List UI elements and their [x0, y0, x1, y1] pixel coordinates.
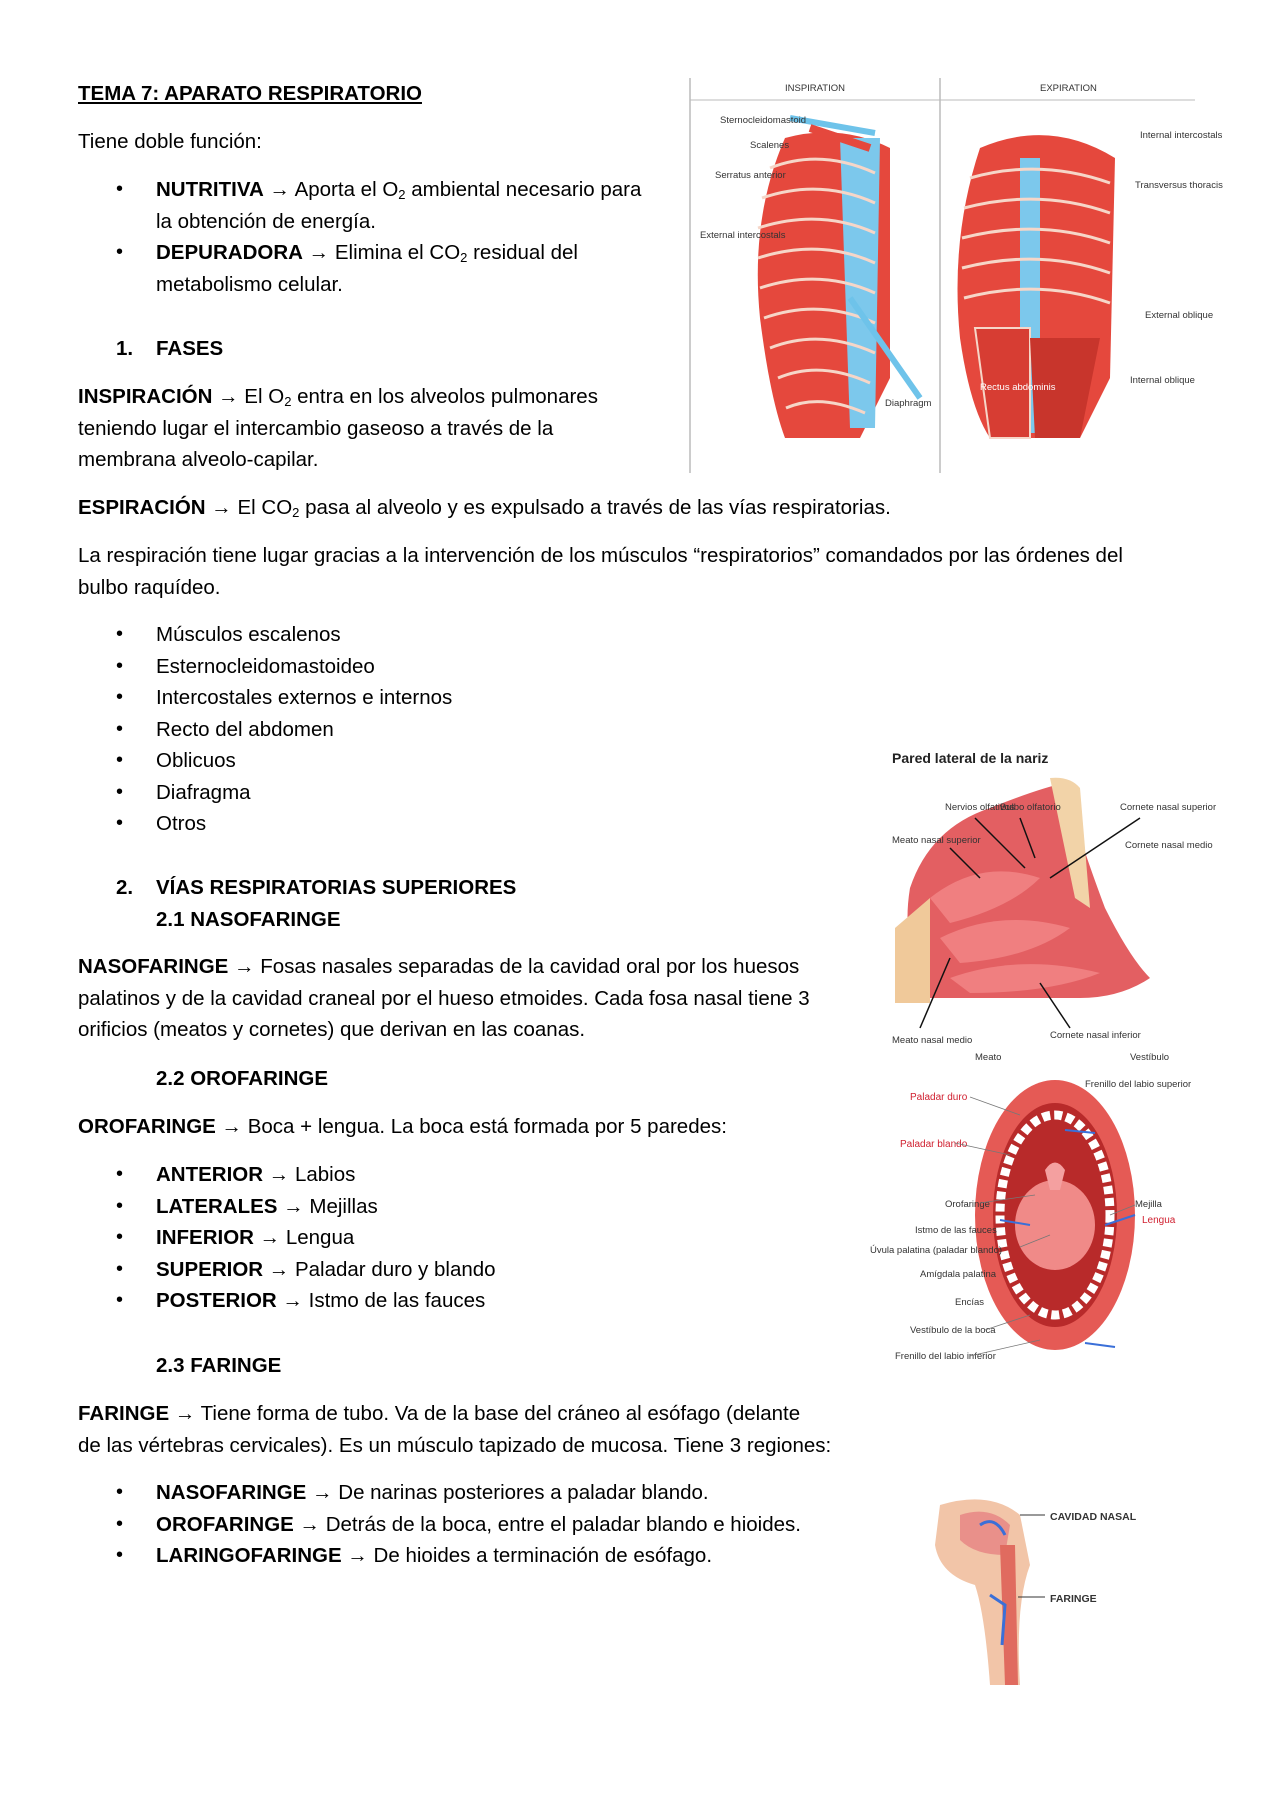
left-ribcage: [758, 118, 920, 438]
nasofaringe-paragraph: NASOFARINGE → Fosas nasales separadas de la cavidad oral por los huesos palatinos y de la cavidad craneal por el hueso etmoides. Cada fosa nasal tiene 3 orificios (meatos y cornetes) que derivan en las coanas.: [78, 955, 810, 1041]
svg-text:Rectus abdominis: Rectus abdominis: [980, 382, 1056, 393]
svg-text:Internal oblique: Internal oblique: [1130, 375, 1195, 386]
svg-text:Meato nasal medio: Meato nasal medio: [892, 1035, 973, 1046]
svg-text:Orofaringe: Orofaringe: [945, 1199, 990, 1210]
svg-text:Nervios olfativos: Nervios olfativos: [945, 802, 1015, 813]
list-item: • Oblicuos: [0, 745, 452, 777]
svg-text:Internal intercostals: Internal intercostals: [1140, 130, 1223, 141]
section-heading: VÍAS RESPIRATORIAS SUPERIORES: [156, 876, 517, 899]
svg-text:Frenillo del labio superior: Frenillo del labio superior: [1085, 1079, 1192, 1090]
thorax-muscles-figure: [690, 78, 1223, 473]
svg-text:Encías: Encías: [955, 1297, 985, 1308]
page-title: TEMA 7: APARATO RESPIRATORIO: [78, 82, 422, 105]
svg-text:Meato nasal superior: Meato nasal superior: [892, 835, 981, 846]
svg-text:Lengua: Lengua: [1142, 1215, 1176, 1226]
orofaringe-paragraph: OROFARINGE → Boca + lengua. La boca está formada por 5 paredes:: [78, 1115, 727, 1138]
svg-text:Cornete nasal superior: Cornete nasal superior: [1120, 802, 1217, 813]
section-number: 2.: [116, 876, 134, 899]
svg-text:Paladar duro: Paladar duro: [910, 1092, 968, 1103]
svg-text:Diaphragm: Diaphragm: [885, 398, 932, 409]
svg-text:Vestíbulo: Vestíbulo: [1130, 1052, 1170, 1063]
list-item: • LARINGOFARINGE → De hioides a terminación de esófago.: [0, 1540, 801, 1572]
svg-text:Cornete nasal medio: Cornete nasal medio: [1125, 840, 1213, 851]
list-item: • Músculos escalenos: [0, 619, 452, 651]
svg-text:Serratus anterior: Serratus anterior: [715, 170, 786, 181]
svg-text:Mejilla: Mejilla: [1135, 1199, 1162, 1210]
svg-text:Istmo de las fauces: Istmo de las fauces: [915, 1225, 997, 1236]
subsection-heading: 2.3 FARINGE: [156, 1354, 282, 1377]
svg-text:Scalenes: Scalenes: [750, 140, 790, 151]
walls-list: [0, 1159, 496, 1317]
svg-text:Paladar blando: Paladar blando: [900, 1139, 968, 1150]
subsection-heading: 2.2 OROFARINGE: [156, 1067, 329, 1090]
mouth-figure: [870, 1075, 1192, 1365]
list-item: • Diafragma: [0, 777, 452, 809]
list-item: • OROFARINGE → Detrás de la boca, entre el paladar blando e hioides.: [0, 1509, 801, 1541]
svg-text:Meato: Meato: [975, 1052, 1002, 1063]
svg-text:Frenillo del labio inferior: Frenillo del labio inferior: [895, 1351, 996, 1362]
svg-text:External oblique: External oblique: [1145, 310, 1214, 321]
list-item: • POSTERIOR → Istmo de las fauces: [0, 1285, 496, 1317]
subsection-heading: 2.1 NASOFARINGE: [156, 908, 341, 931]
svg-text:Vestíbulo de la boca: Vestíbulo de la boca: [910, 1325, 996, 1336]
list-item: • Esternocleidomastoideo: [0, 651, 452, 683]
inspiracion-paragraph: INSPIRACIÓN → El $O_2$ entra en los alveolos pulmonares teniendo lugar el intercambio gaseoso a través de la membrana alveolo-capilar.: [78, 385, 598, 471]
svg-text:CAVIDAD NASAL: CAVIDAD NASAL: [1050, 1511, 1137, 1523]
svg-text:Cornete nasal inferior: Cornete nasal inferior: [1050, 1030, 1141, 1041]
section-heading: FASES: [156, 337, 224, 360]
figure-title: Pared lateral de la nariz: [892, 750, 1049, 766]
respiracion-paragraph: La respiración tiene lugar gracias a la intervención de los músculos “respiratorios” comandados por las órdenes del bulbo raquídeo.: [78, 544, 1123, 599]
svg-text:Bulbo olfatorio: Bulbo olfatorio: [1000, 802, 1061, 813]
svg-text:Transversus thoracis: Transversus thoracis: [1135, 180, 1223, 191]
list-item: • INFERIOR → Lengua: [0, 1222, 496, 1254]
section-number: 1.: [116, 337, 134, 360]
list-item: • DEPURADORA → Elimina el $CO_2$ residual del metabolismo celular.: [0, 237, 641, 300]
svg-text:Sternocleidomastoid: Sternocleidomastoid: [720, 115, 807, 126]
list-item: • Recto del abdomen: [0, 714, 452, 746]
muscles-list: [0, 619, 452, 840]
functions-list: [0, 174, 641, 300]
list-item: • SUPERIOR → Paladar duro y blando: [0, 1254, 496, 1286]
svg-text:External intercostals: External intercostals: [700, 230, 786, 241]
list-item: • NASOFARINGE → De narinas posteriores a paladar blando.: [0, 1477, 801, 1509]
intro-text: Tiene doble función:: [78, 130, 262, 153]
expiration-header: EXPIRATION: [1040, 83, 1097, 94]
svg-text:FARINGE: FARINGE: [1050, 1593, 1097, 1605]
faringe-paragraph: FARINGE → Tiene forma de tubo. Va de la base del cráneo al esófago (delante de las vértebras cervicales). Es un músculo tapizado de mucosa. Tiene 3 regiones:: [78, 1402, 832, 1457]
svg-text:Amígdala palatina: Amígdala palatina: [920, 1269, 997, 1280]
regions-list: [0, 1477, 801, 1572]
list-item: • LATERALES → Mejillas: [0, 1191, 496, 1223]
inspiration-header: INSPIRATION: [785, 83, 845, 94]
pharynx-figure: [920, 1485, 1170, 1695]
espiracion-paragraph: ESPIRACIÓN → El $CO_2$ pasa al alveolo y es expulsado a través de las vías respiratorias.: [78, 496, 891, 520]
list-item: • Otros: [0, 808, 452, 840]
svg-text:Úvula palatina (paladar blando: Úvula palatina (paladar blando): [870, 1245, 1003, 1256]
list-item: • NUTRITIVA → Aporta el $O_2$ ambiental necesario para la obtención de energía.: [0, 174, 641, 237]
list-item: • ANTERIOR → Labios: [0, 1159, 496, 1191]
list-item: • Intercostales externos e internos: [0, 682, 452, 714]
nose-lateral-wall-figure: [890, 748, 1217, 1068]
